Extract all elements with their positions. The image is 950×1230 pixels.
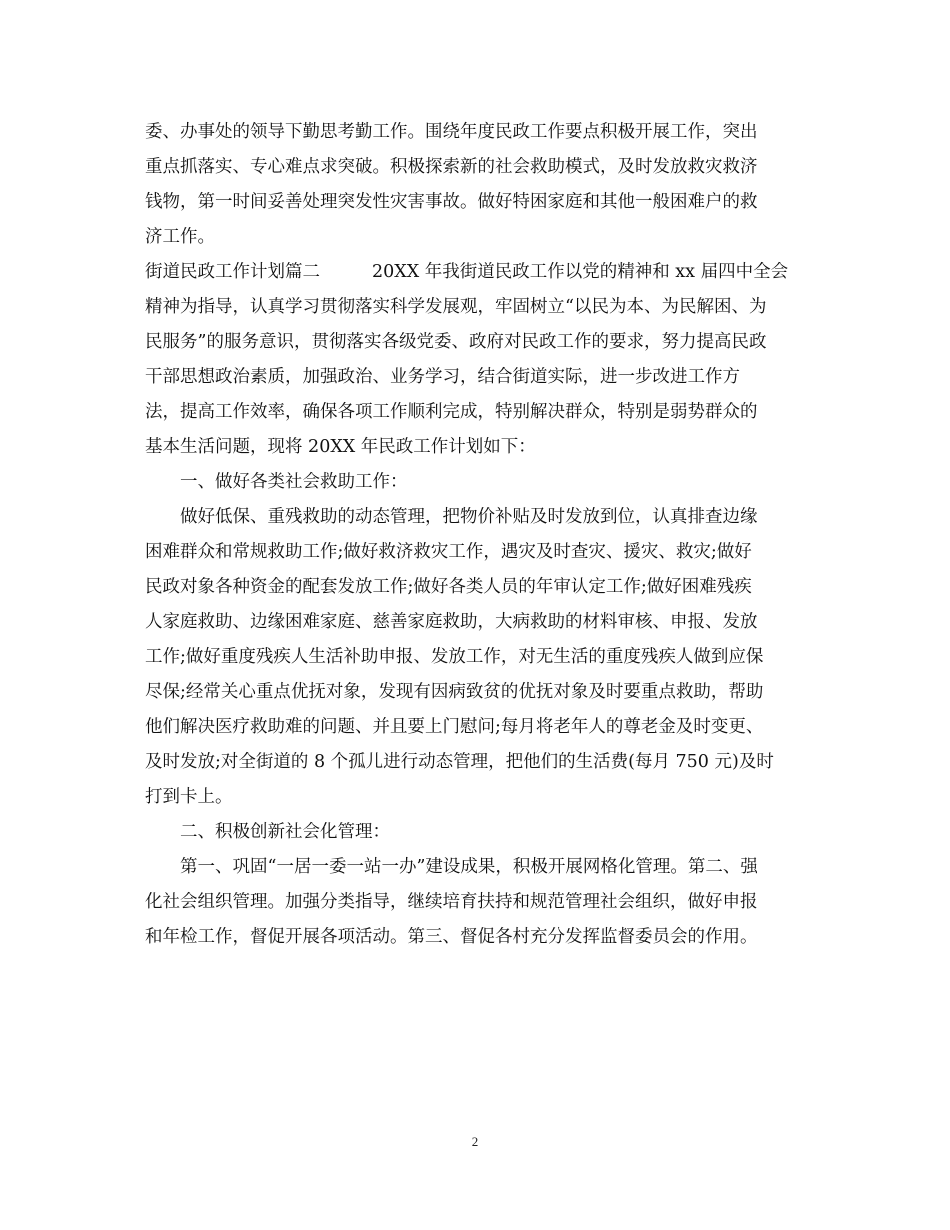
text-line: 委、办事处的领导下勤思考勤工作。围绕年度民政工作要点积极开展工作，突出 — [145, 122, 758, 142]
document-body — [145, 115, 805, 955]
text-line: 干部思想政治素质，加强政治、业务学习，结合街道实际，进一步改进工作方 — [145, 367, 740, 387]
text-line: 尽保;经常关心重点优抚对象，发现有因病致贫的优抚对象及时要重点救助，帮助 — [145, 682, 764, 702]
text-line: 民政对象各种资金的配套发放工作;做好各类人员的年审认定工作;做好困难残疾 — [145, 577, 752, 597]
text-line: 困难群众和常规救助工作;做好救济救灾工作，遇灾及时查灾、援灾、救灾;做好 — [145, 542, 752, 562]
section-1-title: 一、做好各类社会救助工作： — [180, 472, 408, 492]
text-line: 打到卡上。 — [145, 787, 233, 807]
text-line: 钱物，第一时间妥善处理突发性灾害事故。做好特困家庭和其他一般困难户的救 — [145, 192, 758, 212]
text-line: 及时发放;对全街道的 8 个孤儿进行动态管理，把他们的生活费(每月 750 元)及时 — [145, 752, 774, 772]
section-heading: 街道民政工作计划篇二 — [145, 262, 320, 282]
text-line: 基本生活问题，现将 20XX 年民政工作计划如下： — [145, 437, 536, 457]
text-line: 和年检工作，督促开展各项活动。第三、督促各村充分发挥监督委员会的作用。 — [145, 927, 758, 947]
text-line: 做好低保、重残救助的动态管理，把物价补贴及时发放到位，认真排查边缘 — [180, 507, 758, 527]
text-line: 法，提高工作效率，确保各项工作顺利完成，特别解决群众，特别是弱势群众的 — [145, 402, 758, 422]
text-line: 济工作。 — [145, 227, 215, 247]
heading-line-text: 20XX 年我街道民政工作以党的精神和 xx 届四中全会 — [372, 262, 789, 282]
text-line: 精神为指导，认真学习贯彻落实科学发展观，牢固树立“以民为本、为民解困、为 — [145, 297, 767, 317]
page-number: 2 — [471, 1134, 479, 1149]
text-line: 民服务”的服务意识，贯彻落实各级党委、政府对民政工作的要求，努力提高民政 — [145, 332, 767, 352]
text-line: 他们解决医疗救助难的问题、并且要上门慰问;每月将老年人的尊老金及时变更、 — [145, 717, 764, 737]
text-line: 工作;做好重度残疾人生活补助申报、发放工作，对无生活的重度残疾人做到应保 — [145, 647, 764, 667]
heading-line — [145, 255, 805, 290]
text-line: 人家庭救助、边缘困难家庭、慈善家庭救助，大病救助的材料审核、申报、发放 — [145, 612, 758, 632]
text-line: 重点抓落实、专心难点求突破。积极探索新的社会救助模式，及时发放救灾救济 — [145, 157, 758, 177]
section-2-title: 二、积极创新社会化管理： — [180, 822, 390, 842]
text-line: 化社会组织管理。加强分类指导，继续培育扶持和规范管理社会组织，做好申报 — [145, 892, 758, 912]
text-line: 第一、巩固“一居一委一站一办”建设成果，积极开展网格化管理。第二、强 — [180, 857, 758, 877]
